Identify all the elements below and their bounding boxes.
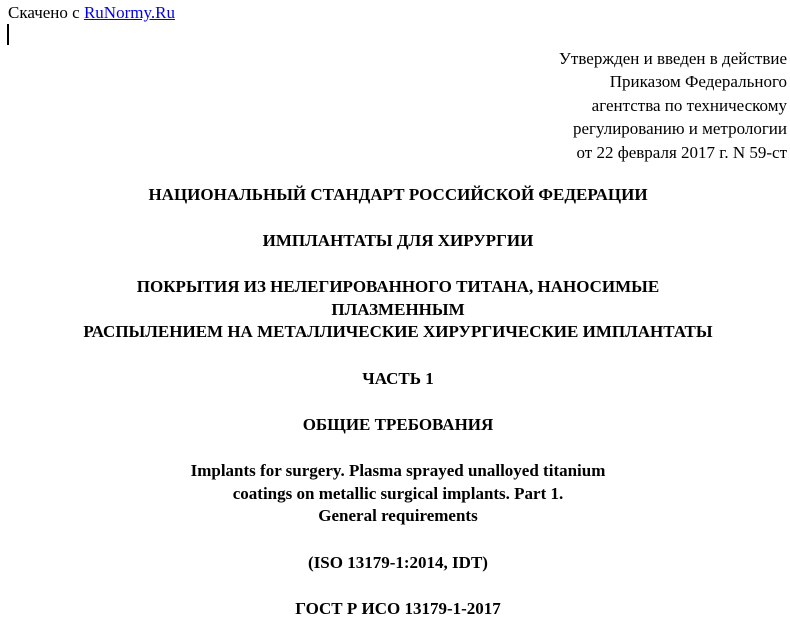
subject-title-text: ИМПЛАНТАТЫ ДЛЯ ХИРУРГИИ xyxy=(262,231,534,250)
gost-designation-text: ГОСТ Р ИСО 13179-1-2017 xyxy=(295,599,501,618)
english-title xyxy=(0,460,790,528)
part-title-text: ЧАСТЬ 1 xyxy=(362,369,434,388)
approval-line-5: от 22 февраля 2017 г. N 59-ст xyxy=(576,142,787,162)
english-title-line-2: coatings on metallic surgical implants. Part 1. xyxy=(232,483,564,503)
english-title-line-3: General requirements xyxy=(318,506,478,525)
coatings-title-line-2: ПЛАЗМЕННЫМ xyxy=(331,299,465,319)
coatings-title xyxy=(0,276,790,344)
approval-line-2: Приказом Федерального xyxy=(609,72,787,92)
approval-line-3: агентства по техническому xyxy=(591,95,787,115)
approval-line-4: регулированию и метрологии xyxy=(572,119,787,139)
english-title-line-1: Implants for surgery. Plasma sprayed unalloyed titanium xyxy=(190,461,606,480)
subject-title xyxy=(0,230,790,252)
gost-designation xyxy=(0,598,790,620)
general-requirements-text: ОБЩИЕ ТРЕБОВАНИЯ xyxy=(302,415,494,434)
national-standard-title-text: НАЦИОНАЛЬНЫЙ СТАНДАРТ РОССИЙСКОЙ ФЕДЕРАЦИИ xyxy=(148,185,648,204)
approval-line-1: Утвержден и введен в действие xyxy=(558,49,787,68)
approval-block xyxy=(387,47,787,164)
download-prefix: Скачено с xyxy=(8,3,84,22)
national-standard-title xyxy=(0,184,790,206)
text-cursor xyxy=(7,24,9,45)
iso-reference-text: (ISO 13179-1:2014, IDT) xyxy=(308,553,488,572)
part-title xyxy=(0,368,790,390)
coatings-title-line-3: РАСПЫЛЕНИЕМ НА МЕТАЛЛИЧЕСКИЕ ХИРУРГИЧЕСКИЕ ИМПЛАНТАТЫ xyxy=(83,322,713,341)
runormy-link[interactable]: RuNormy.Ru xyxy=(83,3,175,22)
iso-reference xyxy=(0,552,790,574)
general-requirements-title xyxy=(0,414,790,436)
download-source-line xyxy=(8,3,175,23)
coatings-title-line-1: ПОКРЫТИЯ ИЗ НЕЛЕГИРОВАННОГО ТИТАНА, НАНОСИМЫЕ xyxy=(136,277,660,296)
